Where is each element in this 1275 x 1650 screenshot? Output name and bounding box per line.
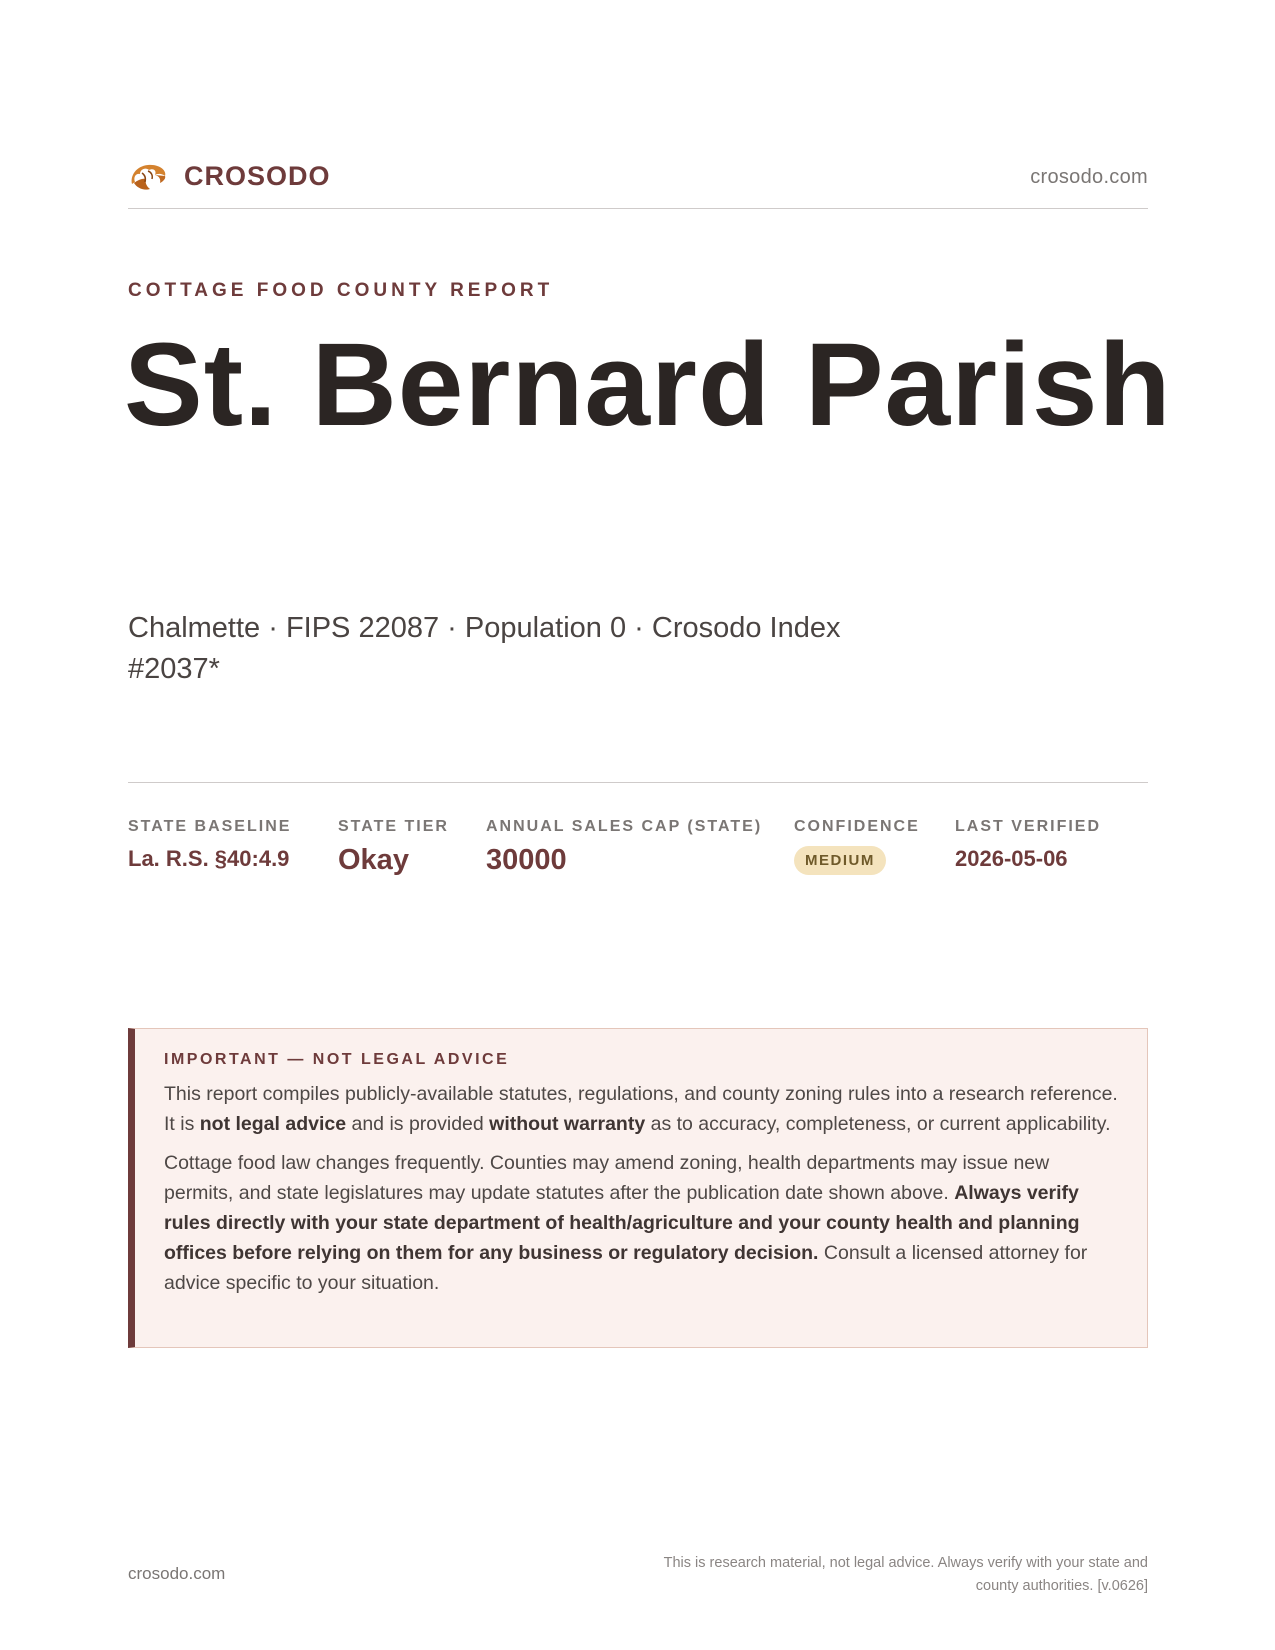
section-divider bbox=[128, 782, 1148, 783]
meta-label: STATE BASELINE bbox=[128, 818, 292, 835]
notice-paragraph bbox=[164, 1079, 1123, 1139]
notice-text: as to accuracy, completeness, or current applicability. bbox=[645, 1113, 1111, 1135]
meta-value: 30000 bbox=[486, 844, 567, 876]
meta-state-tier bbox=[338, 818, 449, 877]
notice-emphasis: Always verify rules directly with your state department of health/agriculture and your county health and planning offices before relying on them for any business or regulatory decision. bbox=[164, 1182, 1080, 1264]
notice-text: This report compiles publicly-available statutes, regulations, and county zoning rules into a research reference. It is bbox=[164, 1083, 1118, 1135]
meta-label: STATE TIER bbox=[338, 818, 449, 835]
meta-value: La. R.S. §40:4.9 bbox=[128, 846, 290, 871]
notice-text: Cottage food law changes frequently. Counties may amend zoning, health departments may issue new permits, and state legislatures may update statutes after the publication date shown above. bbox=[164, 1152, 1050, 1204]
meta-label: LAST VERIFIED bbox=[955, 818, 1102, 835]
header-bar bbox=[128, 158, 1148, 209]
page-title: St. Bernard Parish bbox=[124, 319, 1172, 451]
notice-emphasis: without warranty bbox=[489, 1113, 646, 1135]
status-badge: MEDIUM bbox=[794, 846, 886, 875]
footer-url[interactable]: crosodo.com bbox=[128, 1564, 226, 1583]
report-page bbox=[124, 0, 1172, 1650]
meta-value: Okay bbox=[338, 844, 409, 876]
report-eyebrow: COTTAGE FOOD COUNTY REPORT bbox=[128, 280, 554, 301]
croissant-icon bbox=[128, 158, 168, 194]
report-subtitle: Chalmette · FIPS 22087 · Population 0 · Crosodo Index #2037* bbox=[128, 612, 841, 685]
footer-disclaimer: This is research material, not legal advice. Always verify with your state and county authorities. [v.0626] bbox=[663, 1555, 1148, 1594]
meta-last-verified bbox=[955, 818, 1101, 872]
notice-emphasis: not legal advice bbox=[199, 1113, 347, 1135]
meta-confidence bbox=[794, 818, 920, 875]
meta-state-baseline bbox=[128, 818, 291, 872]
meta-label: ANNUAL SALES CAP (STATE) bbox=[486, 818, 763, 835]
notice-paragraph bbox=[164, 1148, 1123, 1298]
meta-label: CONFIDENCE bbox=[794, 818, 920, 835]
site-url[interactable]: crosodo.com bbox=[1030, 166, 1148, 188]
notice-text: Consult a licensed attorney for advice specific to your situation. bbox=[164, 1242, 1088, 1294]
meta-sales-cap bbox=[486, 818, 762, 877]
brand-name: CROSODO bbox=[184, 160, 331, 191]
notice-title: IMPORTANT — NOT LEGAL ADVICE bbox=[164, 1051, 510, 1068]
legal-notice bbox=[128, 1028, 1148, 1348]
brand[interactable] bbox=[128, 158, 331, 194]
notice-text: and is provided bbox=[346, 1113, 490, 1135]
meta-value: 2026-05-06 bbox=[955, 846, 1068, 871]
